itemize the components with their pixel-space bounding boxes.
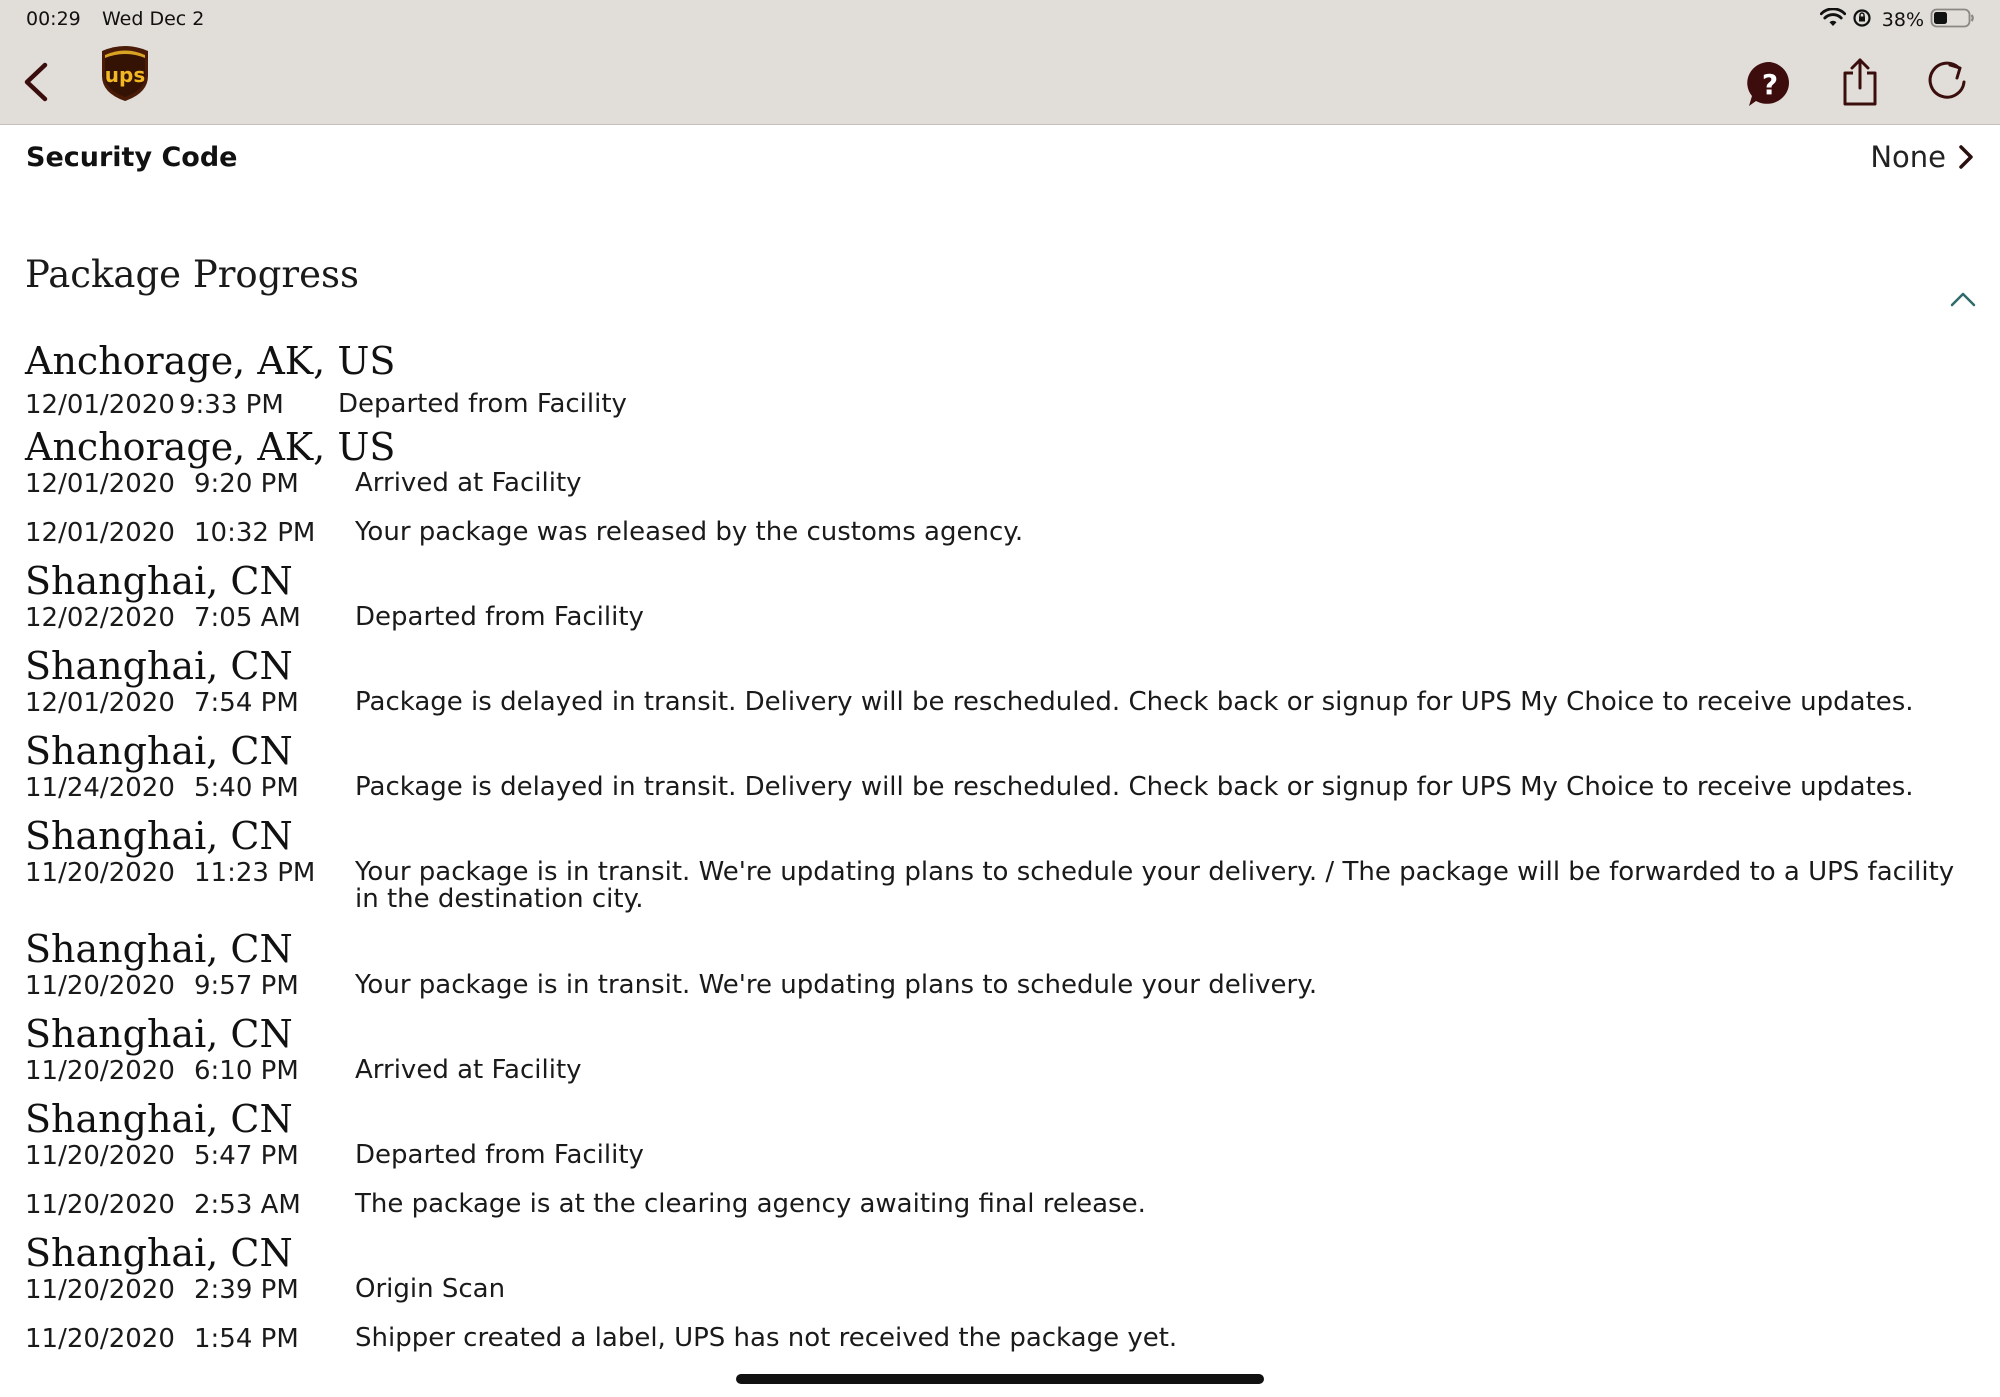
event-date: 11/20/2020: [25, 971, 175, 1001]
event-date: 12/01/2020: [25, 688, 175, 718]
event-location: Shanghai, CN: [25, 814, 293, 858]
battery-percentage: 38%: [1881, 9, 1924, 31]
event-description: The package is at the clearing agency awaiting final release.: [355, 1189, 1146, 1219]
event-description: Departed from Facility: [355, 602, 644, 632]
orientation-lock-icon: [1852, 8, 1872, 32]
event-description: Package is delayed in transit. Delivery will be rescheduled. Check back or signup for UPS My Choice to receive updates.: [355, 772, 1914, 802]
event-description: Arrived at Facility: [355, 468, 582, 498]
status-date: Wed Dec 2: [102, 8, 205, 30]
event-date: 11/24/2020: [25, 773, 175, 803]
event-date: 12/01/2020: [25, 469, 175, 499]
event-time: 11:23 PM: [194, 858, 316, 888]
event-description: Your package is in transit. We're updating plans to schedule your delivery.: [355, 970, 1318, 1000]
status-time: 00:29: [26, 8, 81, 30]
event-time: 9:57 PM: [194, 971, 299, 1001]
event-time: 9:20 PM: [194, 469, 299, 499]
chevron-up-icon: [1950, 291, 1976, 307]
event-time: 2:39 PM: [194, 1275, 299, 1305]
ups-logo: [99, 44, 151, 102]
battery-icon: [1930, 7, 1976, 33]
chevron-right-icon: [1958, 144, 1974, 170]
event-description: Origin Scan: [355, 1274, 506, 1304]
event-date: 12/02/2020: [25, 603, 175, 633]
refresh-icon: [1926, 60, 1970, 104]
event-time: 10:32 PM: [194, 518, 316, 548]
svg-text:ups: ups: [104, 63, 146, 87]
event-date: 11/20/2020: [25, 858, 175, 888]
event-time: 5:40 PM: [194, 773, 299, 803]
question-bubble-icon: [1745, 59, 1795, 109]
event-time: 1:54 PM: [194, 1324, 299, 1354]
event-date: 11/20/2020: [25, 1324, 175, 1354]
event-location: Shanghai, CN: [25, 1012, 293, 1056]
event-description: Shipper created a label, UPS has not received the package yet.: [355, 1323, 1178, 1353]
event-date: 11/20/2020: [25, 1275, 175, 1305]
svg-text:?: ?: [1761, 68, 1779, 101]
share-icon: [1840, 57, 1880, 107]
event-time: 7:05 AM: [194, 603, 301, 633]
event-time: 9:33 PM: [179, 390, 284, 420]
event-description: Your package is in transit. We're updating plans to schedule your delivery. / The package will be forwarded to a UPS facility in the destination city.: [355, 857, 1955, 915]
event-time: 6:10 PM: [194, 1056, 299, 1086]
event-description: Departed from Facility: [355, 1140, 644, 1170]
event-location: Shanghai, CN: [25, 1231, 293, 1275]
event-date: 11/20/2020: [25, 1141, 175, 1171]
event-location: Shanghai, CN: [25, 644, 293, 688]
security-code-label: Security Code: [26, 142, 238, 173]
event-date: 11/20/2020: [25, 1056, 175, 1086]
event-location: Shanghai, CN: [25, 927, 293, 971]
event-time: 5:47 PM: [194, 1141, 299, 1171]
event-time: 2:53 AM: [194, 1190, 301, 1220]
event-location: Shanghai, CN: [25, 559, 293, 603]
status-indicators: [1820, 6, 1976, 34]
event-date: 12/01/2020: [25, 390, 175, 420]
event-location: Anchorage, AK, US: [25, 425, 396, 469]
share-button[interactable]: [1836, 54, 1884, 110]
event-location: Shanghai, CN: [25, 729, 293, 773]
collapse-button[interactable]: [1948, 284, 1978, 314]
event-description: Package is delayed in transit. Delivery will be rescheduled. Check back or signup for UPS My Choice to receive updates.: [355, 687, 1914, 717]
refresh-button[interactable]: [1924, 56, 1972, 108]
home-indicator[interactable]: [736, 1374, 1264, 1384]
event-date: 12/01/2020: [25, 518, 175, 548]
event-description: Your package was released by the customs agency.: [355, 517, 1024, 547]
event-time: 7:54 PM: [194, 688, 299, 718]
security-code-value: None: [1870, 140, 1946, 174]
back-button[interactable]: [14, 56, 58, 108]
package-progress-title: Package Progress: [25, 253, 359, 296]
help-button[interactable]: [1744, 58, 1796, 110]
event-description: Departed from Facility: [338, 389, 627, 419]
event-location: Anchorage, AK, US: [25, 339, 396, 383]
event-location: Shanghai, CN: [25, 1097, 293, 1141]
event-date: 11/20/2020: [25, 1190, 175, 1220]
event-description: Arrived at Facility: [355, 1055, 582, 1085]
ups-shield-logo: [100, 44, 150, 102]
security-code-row[interactable]: [1870, 140, 1974, 174]
chevron-left-icon: [22, 61, 50, 103]
wifi-icon: [1820, 8, 1846, 32]
top-bar: [0, 0, 2000, 125]
